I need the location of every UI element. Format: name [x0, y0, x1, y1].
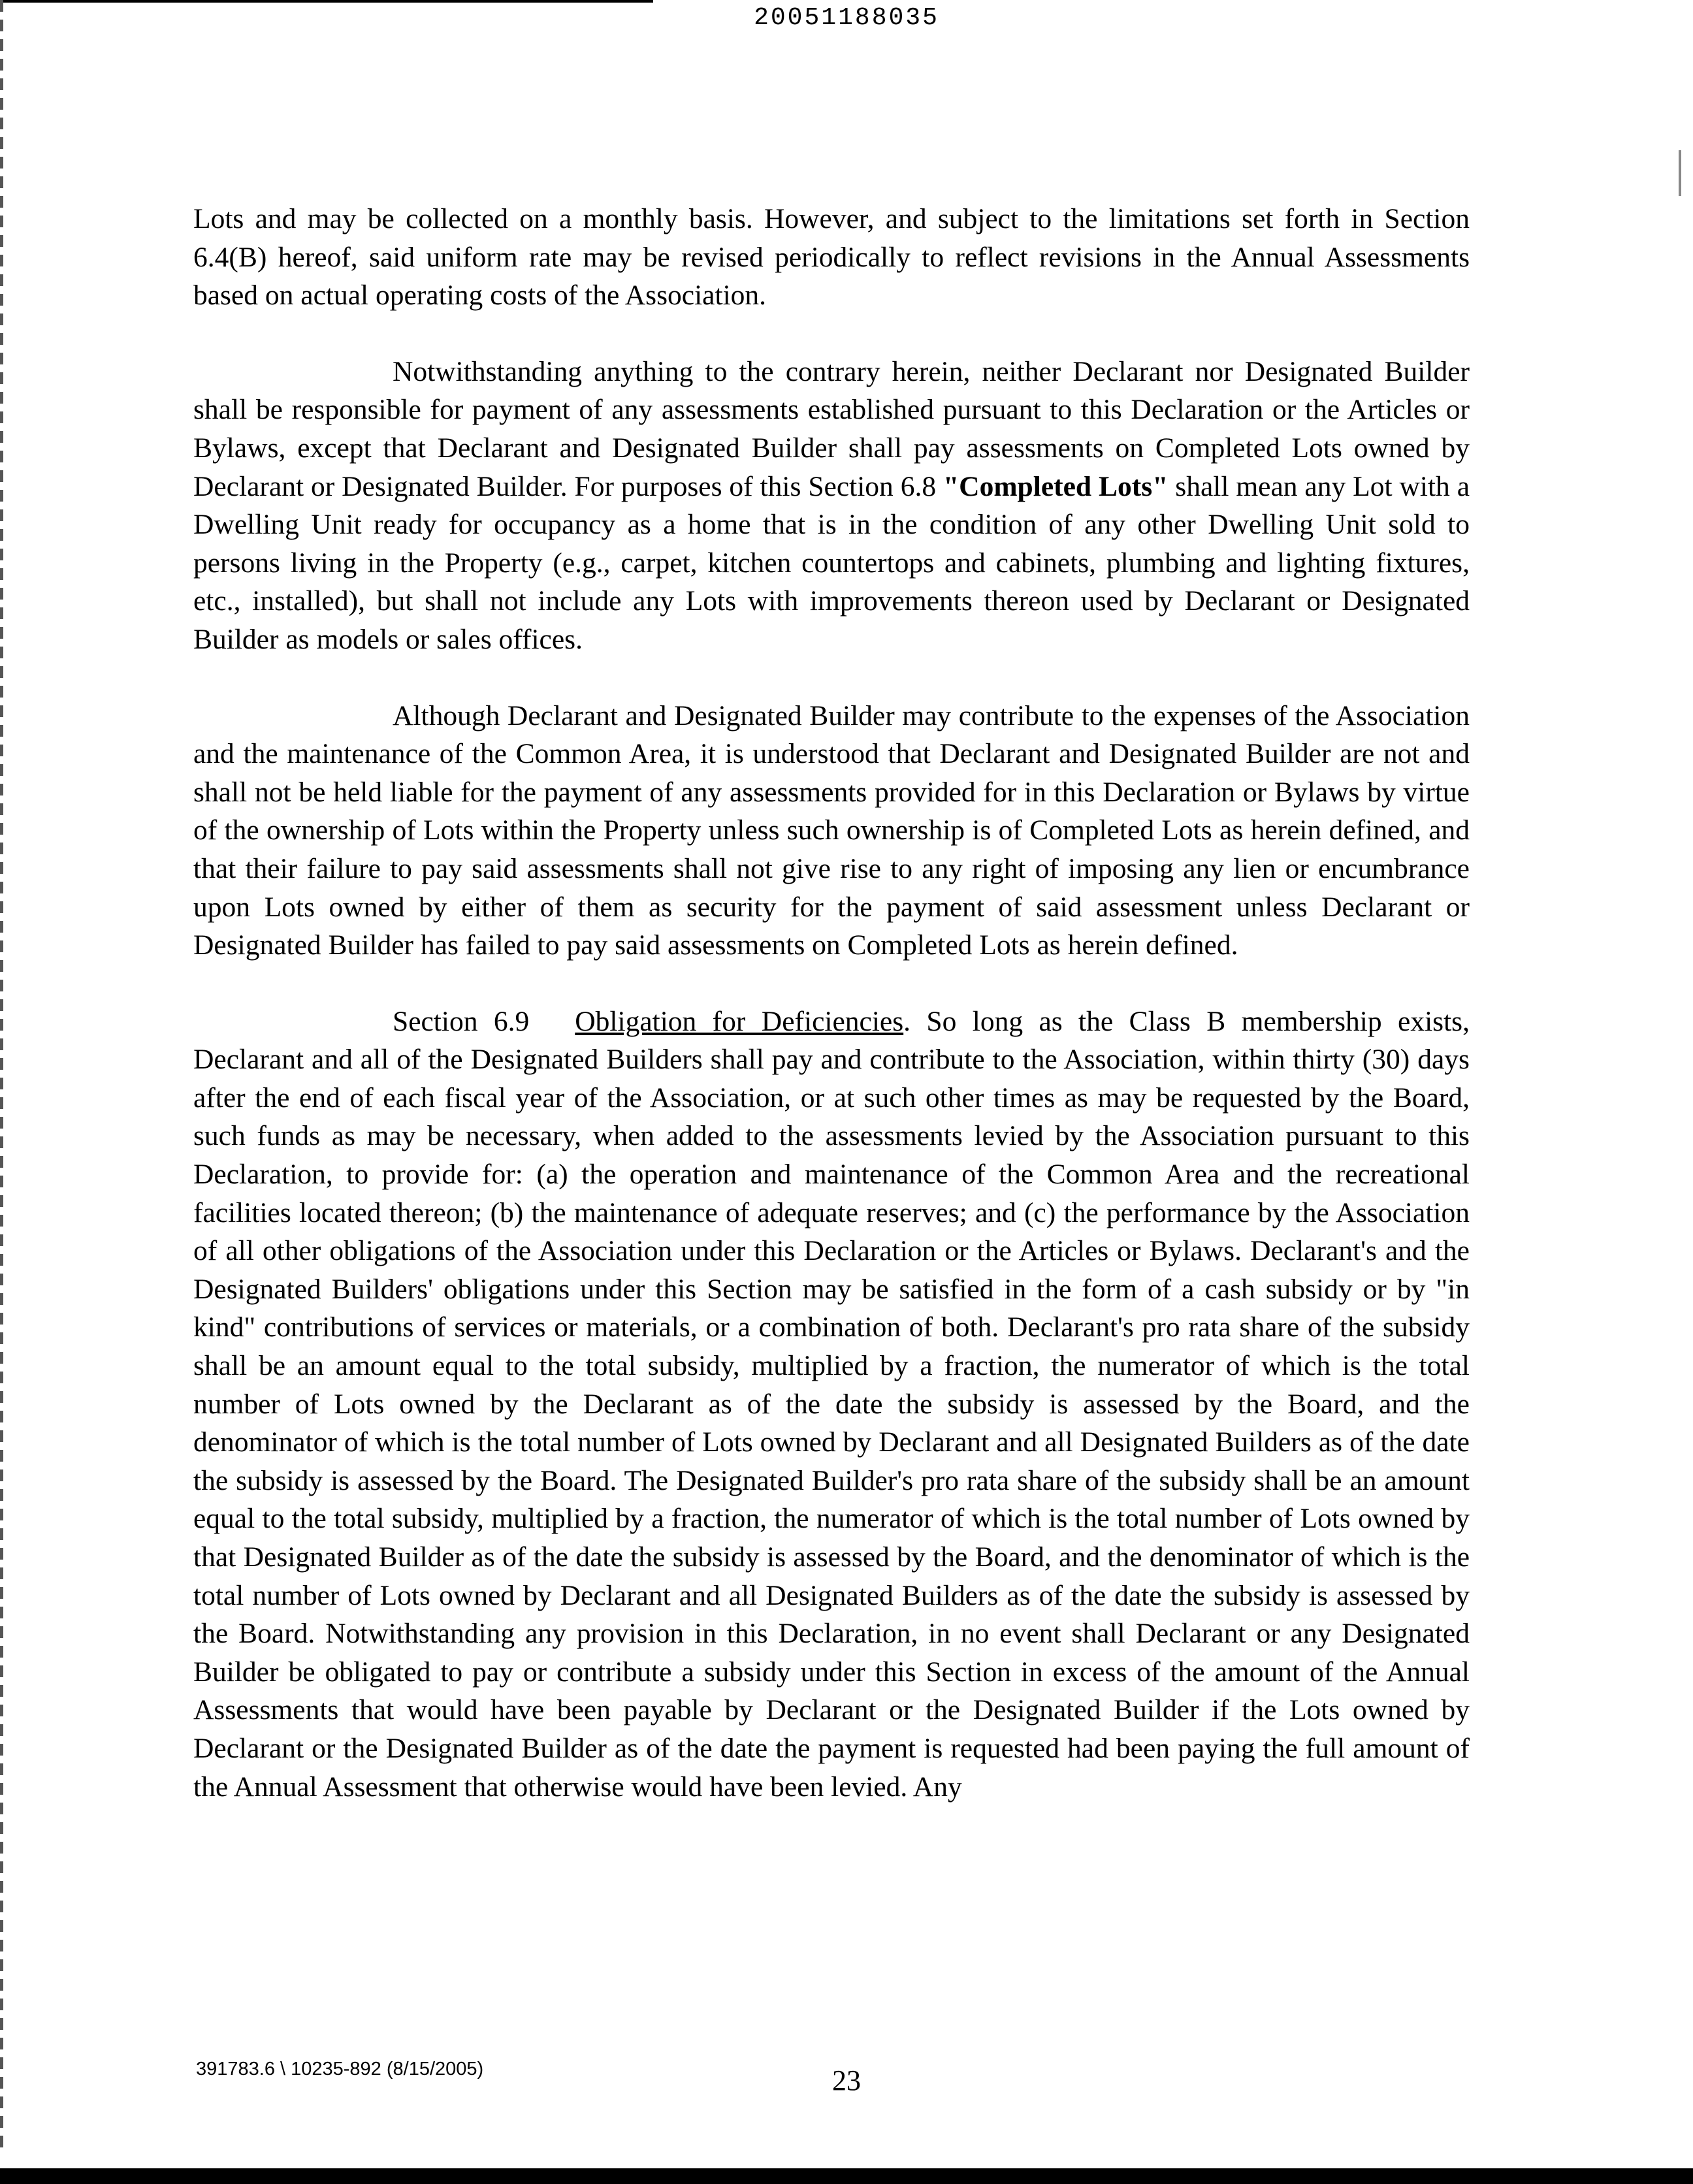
defined-term-completed-lots: "Completed Lots": [943, 470, 1169, 502]
scan-top-edge-line: [0, 0, 653, 3]
scan-bottom-edge-bar: [0, 2168, 1693, 2184]
document-body: [193, 200, 1470, 1806]
recording-number: 20051188035: [754, 4, 939, 32]
section-heading: Obligation for Deficiencies: [575, 1005, 904, 1037]
scan-left-edge-marks: [0, 0, 3, 2155]
paragraph-section-6-9: [193, 1003, 1470, 1806]
paragraph-assessment-rate: Lots and may be collected on a monthly basis. However, and subject to the limitations set forth in Section 6.4(B) hereof, said uniform rate may be revised periodically to reflect revisions in the Annual Assessments based on actual operating costs of the Association.: [193, 203, 1470, 312]
paragraph-text: Notwithstanding anything to the contrary herein, neither Declarant nor Designated Builder shall be responsible for payment of any assessments established pursuant to this Declaration or the Articles or Bylaws, except that Declarant and Designated Builder shall pay assessments on Completed Lots owned by Declarant or Designated Builder. For purposes of this Section 6.8: [193, 355, 1470, 502]
paragraph-text: shall mean any Lot with a Dwelling Unit ready for occupancy as a home that is in the condition of any other Dwelling Unit sold to persons living in the Property (e.g., carpet, kitchen countertops and cabinets, plumbing and lighting fixtures, etc., installed), but shall not include any Lots with improvements thereon used by Declarant or Designated Builder as models or sales offices.: [193, 470, 1470, 655]
paragraph-liability: Although Declarant and Designated Builder may contribute to the expenses of the Association and the maintenance of the Common Area, it is understood that Declarant and Designated Builder are not and shall not be held liable for the payment of any assessments provided for in this Declaration or Bylaws by virtue of the ownership of Lots within the Property unless such ownership is of Completed Lots as herein defined, and that their failure to pay said assessments shall not give rise to any right of imposing any lien or encumbrance upon Lots owned by either of them as security for the payment of said assessment unless Declarant or Designated Builder has failed to pay said assessments on Completed Lots as herein defined.: [193, 699, 1470, 961]
paragraph-text: . So long as the Class B membership exists, Declarant and all of the Designated Builders shall pay and contribute to the Association, within thirty (30) days after the end of each fiscal year of the Association, or at such other times as may be requested by the Board, such funds as may be necessary, when added to the assessments levied by the Association pursuant to this Declaration, to provide for: (a) the operation and maintenance of the Common Area and the recreational facilities located thereon; (b) the maintenance of adequate reserves; and (c) the performance by the Association of all other obligations of the Association under this Declaration or the Articles or Bylaws. Declarant's and the Designated Builders' obligations under this Section may be satisfied in the form of a cash subsidy or by "in kind" contributions of services or materials, or a combination of both. Declarant's pro rata share of the subsidy shall be an amount equal to the total subsidy, multiplied by a fraction, the numerator of which is the total number of Lots owned by the Declarant as of the date the subsidy is assessed by the Board, and the denominator of which is the total number of Lots owned by Declarant and all Designated Builders as of the date the subsidy is assessed by the Board. The Designated Builder's pro rata share of the subsidy shall be an amount equal to the total subsidy, multiplied by a fraction, the numerator of which is the total number of Lots owned by that Designated Builder as of the date the subsidy is assessed by the Board, and the denominator of which is the total number of Lots owned by Declarant and all Designated Builders as of the date the subsidy is assessed by the Board. Notwithstanding any provision in this Declaration, in no event shall Declarant or any Designated Builder be obligated to pay or contribute a subsidy under this Section in excess of the amount of the Annual Assessments that would have been payable by Declarant or the Designated Builder if the Lots owned by Declarant or the Designated Builder as of the date the payment is requested had been paying the full amount of the Annual Assessment that otherwise would have been levied. Any: [193, 1005, 1470, 1803]
scan-right-edge-mark: [1679, 150, 1681, 196]
page-number: 23: [832, 2064, 861, 2096]
section-number: Section 6.9: [393, 1005, 530, 1037]
footer-document-id: 391783.6 \ 10235-892 (8/15/2005): [196, 2059, 484, 2080]
paragraph-completed-lots: [193, 353, 1470, 659]
